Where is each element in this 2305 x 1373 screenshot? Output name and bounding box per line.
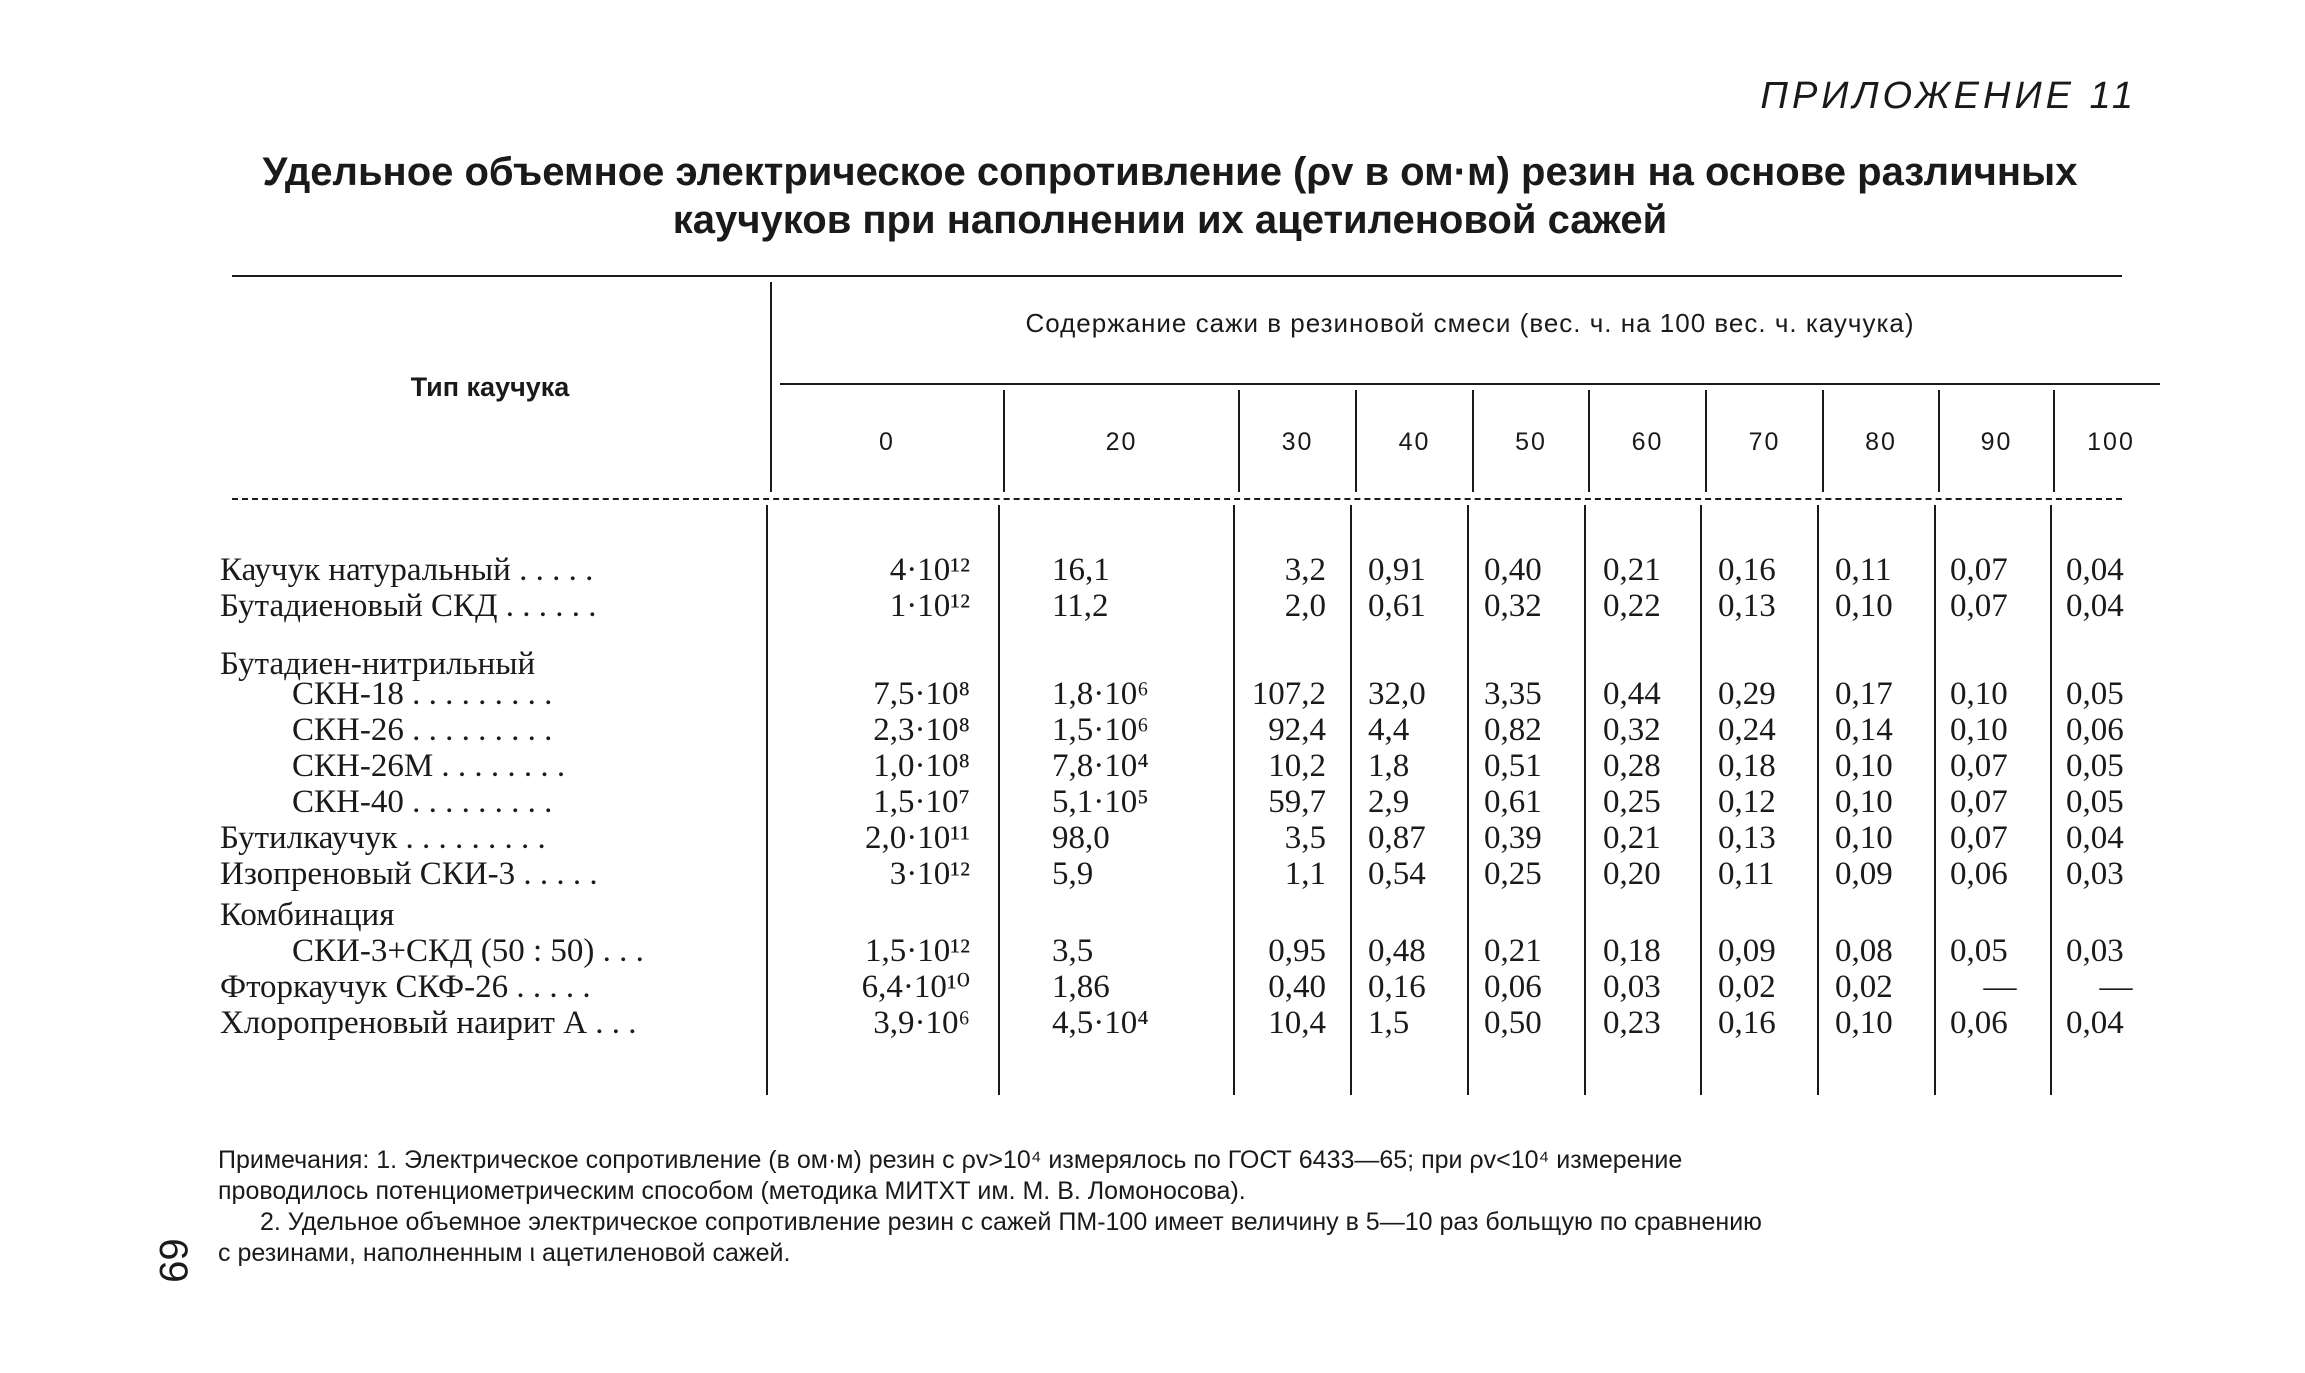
row-label: Фторкаучук СКФ-26 . . . . . (220, 969, 591, 1005)
page-number: 69 (150, 1238, 195, 1283)
table-cell: 0,10 (1835, 1005, 1893, 1041)
table-row (0, 969, 2305, 1005)
table-cell: 0,61 (1484, 784, 1542, 820)
note-line: с резинами, наполненным ι ацетиленовой сажей. (218, 1239, 791, 1267)
table-cell: 0,21 (1603, 820, 1661, 856)
table-cell: 0,06 (2066, 712, 2124, 748)
table-cell: 0,07 (1950, 820, 2008, 856)
table-cell: 0,06 (1484, 969, 1542, 1005)
table-cell: 5,9 (1052, 856, 1094, 892)
table-row (0, 588, 2305, 624)
row-label: Бутилкаучук . . . . . . . . . (220, 820, 546, 856)
table-cell: 32,0 (1368, 676, 1426, 712)
table-cell: 4,5·10⁴ (1052, 1005, 1149, 1041)
table-cell: 0,07 (1950, 784, 2008, 820)
table-cell: 0,04 (2066, 552, 2124, 588)
table-cell: 0,10 (1835, 820, 1893, 856)
table-cell: 0,39 (1484, 820, 1542, 856)
table-cell: 0,02 (1835, 969, 1893, 1005)
appendix-label: ПРИЛОЖЕНИЕ 11 (1760, 75, 2137, 117)
column-header-20: 20 (1105, 428, 1138, 456)
table-cell: 0,22 (1603, 588, 1661, 624)
table-cell: 10,2 (1268, 748, 1326, 784)
table-cell: 0,17 (1835, 676, 1893, 712)
table-cell: 0,10 (1950, 676, 2008, 712)
table-cell: 1,8·10⁶ (1052, 676, 1149, 712)
table-cell: 1,0·10⁸ (873, 748, 970, 784)
table-cell: 0,09 (1718, 933, 1776, 969)
row-label: СКИ-3+СКД (50 : 50) . . . (292, 933, 644, 969)
table-row (0, 748, 2305, 784)
table-cell: 2,0·10¹¹ (864, 820, 970, 856)
table-cell: 0,44 (1603, 676, 1661, 712)
table-cell: 0,10 (1835, 588, 1893, 624)
table-row (0, 676, 2305, 712)
column-header-0: 0 (879, 428, 895, 456)
table-cell: 0,28 (1603, 748, 1661, 784)
column-header-30: 30 (1281, 428, 1314, 456)
table-cell: 1,5·10⁶ (1052, 712, 1149, 748)
table-cell: 0,23 (1603, 1005, 1661, 1041)
table-cell: 0,02 (1718, 969, 1776, 1005)
row-label: Каучук натуральный . . . . . (220, 552, 594, 588)
table-cell: 0,03 (2066, 856, 2124, 892)
table-row (0, 856, 2305, 892)
table-cell: 0,24 (1718, 712, 1776, 748)
table-cell: 3,35 (1484, 676, 1542, 712)
table-row (0, 933, 2305, 969)
table-row (0, 820, 2305, 856)
table-cell: 0,05 (2066, 676, 2124, 712)
table-cell: 0,07 (1950, 552, 2008, 588)
table-cell: 0,05 (2066, 748, 2124, 784)
table-cell: 0,18 (1603, 933, 1661, 969)
table-cell: 0,16 (1368, 969, 1426, 1005)
table-cell: 0,25 (1484, 856, 1542, 892)
type-column-rule (770, 282, 772, 492)
group-label-row (0, 897, 2305, 933)
table-cell: 0,91 (1368, 552, 1426, 588)
header-bottom-rule (232, 498, 2122, 500)
table-cell: 3,5 (1284, 820, 1326, 856)
table-cell: 0,61 (1368, 588, 1426, 624)
title-line-1: Удельное объемное электрическое сопротивление (ρv в ом·м) резин на основе различных (262, 150, 2078, 194)
table-cell: 5,1·10⁵ (1052, 784, 1149, 820)
table-cell: 0,03 (1603, 969, 1661, 1005)
table-cell: 6,4·10¹⁰ (861, 969, 970, 1005)
table-cell: 0,54 (1368, 856, 1426, 892)
table-cell: 0,06 (1950, 856, 2008, 892)
table-cell: 0,06 (1950, 1005, 2008, 1041)
table-cell: 0,10 (1835, 784, 1893, 820)
table-row (0, 1005, 2305, 1041)
table-cell: 1,5 (1368, 1005, 1410, 1041)
column-header-60: 60 (1631, 428, 1664, 456)
row-label: СКН-40 . . . . . . . . . (292, 784, 553, 820)
table-cell: 0,14 (1835, 712, 1893, 748)
table-cell: 0,04 (2066, 820, 2124, 856)
column-header-40: 40 (1398, 428, 1431, 456)
table-cell: 1,86 (1052, 969, 1110, 1005)
group-label: Бутадиен-нитрильный (220, 646, 536, 682)
table-cell: 11,2 (1052, 588, 1109, 624)
table-cell: 92,4 (1268, 712, 1326, 748)
table-cell: 0,05 (1950, 933, 2008, 969)
table-cell: 0,32 (1603, 712, 1661, 748)
table-cell: 0,40 (1484, 552, 1542, 588)
table-cell: 3,2 (1284, 552, 1326, 588)
table-cell: 0,25 (1603, 784, 1661, 820)
table-cell: 0,87 (1368, 820, 1426, 856)
table-cell: 1,5·10⁷ (873, 784, 970, 820)
soot-content-header: Содержание сажи в резиновой смеси (вес. ч. на 100 вес. ч. каучука) (1025, 308, 1915, 338)
table-cell: 0,08 (1835, 933, 1893, 969)
table-cell: 0,48 (1368, 933, 1426, 969)
table-cell: 0,32 (1484, 588, 1542, 624)
table-cell: 0,11 (1835, 552, 1892, 588)
table-cell: 59,7 (1268, 784, 1326, 820)
table-cell: 0,16 (1718, 552, 1776, 588)
group-header-rule (780, 383, 2160, 385)
table-cell: 4·10¹² (889, 552, 970, 588)
table-cell: 7,8·10⁴ (1052, 748, 1149, 784)
table-cell: 0,40 (1268, 969, 1326, 1005)
table-cell: 10,4 (1268, 1005, 1326, 1041)
table-top-rule (232, 275, 2122, 277)
row-label: СКН-18 . . . . . . . . . (292, 676, 553, 712)
row-label: Бутадиеновый СКД . . . . . . (220, 588, 597, 624)
table-cell: 16,1 (1052, 552, 1110, 588)
column-header-50: 50 (1515, 428, 1547, 456)
note-line: Примечания: 1. Электрическое сопротивление (в ом·м) резин с ρv>10⁴ измерялось по ГОСТ 6433—65; при ρv<10⁴ измерение (218, 1146, 1683, 1174)
column-header-100: 100 (2087, 428, 2135, 456)
table-cell: 0,82 (1484, 712, 1542, 748)
table-cell: 0,18 (1718, 748, 1776, 784)
row-label: СКН-26 . . . . . . . . . (292, 712, 553, 748)
table-cell: 0,11 (1718, 856, 1775, 892)
column-header-80: 80 (1865, 428, 1897, 456)
table-cell: 1,1 (1284, 856, 1326, 892)
table-cell: 3·10¹² (889, 856, 970, 892)
table-cell: 0,16 (1718, 1005, 1776, 1041)
row-label: Изопреновый СКИ-3 . . . . . (220, 856, 598, 892)
table-cell: 0,04 (2066, 588, 2124, 624)
table-cell: 7,5·10⁸ (873, 676, 970, 712)
table-cell: 0,21 (1603, 552, 1661, 588)
table-cell: 0,13 (1718, 820, 1776, 856)
table-cell: 0,10 (1950, 712, 2008, 748)
table-cell: 0,20 (1603, 856, 1661, 892)
type-column-header: Тип каучука (410, 372, 570, 402)
table-cell: 0,07 (1950, 588, 2008, 624)
table-cell: 3,5 (1052, 933, 1094, 969)
table-row (0, 712, 2305, 748)
note-line: 2. Удельное объемное электрическое сопротивление резин с сажей ПМ-100 имеет величину в 5—10 раз больщую по сравнению (260, 1208, 1762, 1236)
table-cell: 1·10¹² (889, 588, 970, 624)
table-cell: 0,05 (2066, 784, 2124, 820)
table-cell: 0,03 (2066, 933, 2124, 969)
table-cell: 107,2 (1251, 676, 1326, 712)
table-cell: 0,10 (1835, 748, 1893, 784)
table-cell: — (1983, 969, 2017, 1005)
table-cell: 0,12 (1718, 784, 1776, 820)
combination-label: Комбинация (220, 897, 395, 933)
row-label: СКН-26М . . . . . . . . (292, 748, 566, 784)
table-cell: 0,09 (1835, 856, 1893, 892)
table-row (0, 552, 2305, 588)
table-cell: 2,9 (1368, 784, 1410, 820)
table-cell: 3,9·10⁶ (873, 1005, 970, 1041)
table-cell: 2,3·10⁸ (873, 712, 970, 748)
table-cell: 0,50 (1484, 1005, 1542, 1041)
table-cell: 1,5·10¹² (864, 933, 970, 969)
table-cell: 0,29 (1718, 676, 1776, 712)
table-cell: 98,0 (1052, 820, 1110, 856)
column-header-90: 90 (1980, 428, 2013, 456)
title-line-2: каучуков при наполнении их ацетиленовой сажей (672, 198, 1668, 242)
table-cell: 0,07 (1950, 748, 2008, 784)
table-cell: 1,8 (1368, 748, 1410, 784)
table-cell: 0,51 (1484, 748, 1542, 784)
table-cell: 0,13 (1718, 588, 1776, 624)
table-cell: 4,4 (1368, 712, 1410, 748)
row-label: Хлоропреновый наирит А . . . (220, 1005, 637, 1041)
table-cell: 0,21 (1484, 933, 1542, 969)
table-row (0, 784, 2305, 820)
notes (218, 1145, 2168, 1269)
page-title (230, 148, 2110, 244)
note-line: проводилось потенциометрическим способом (методика МИТХТ им. М. В. Ломоносова). (218, 1177, 1246, 1205)
table-cell: 0,95 (1268, 933, 1326, 969)
table-cell: 2,0 (1284, 588, 1326, 624)
table-cell: — (2099, 969, 2133, 1005)
table-cell: 0,04 (2066, 1005, 2124, 1041)
column-header-70: 70 (1748, 428, 1781, 456)
